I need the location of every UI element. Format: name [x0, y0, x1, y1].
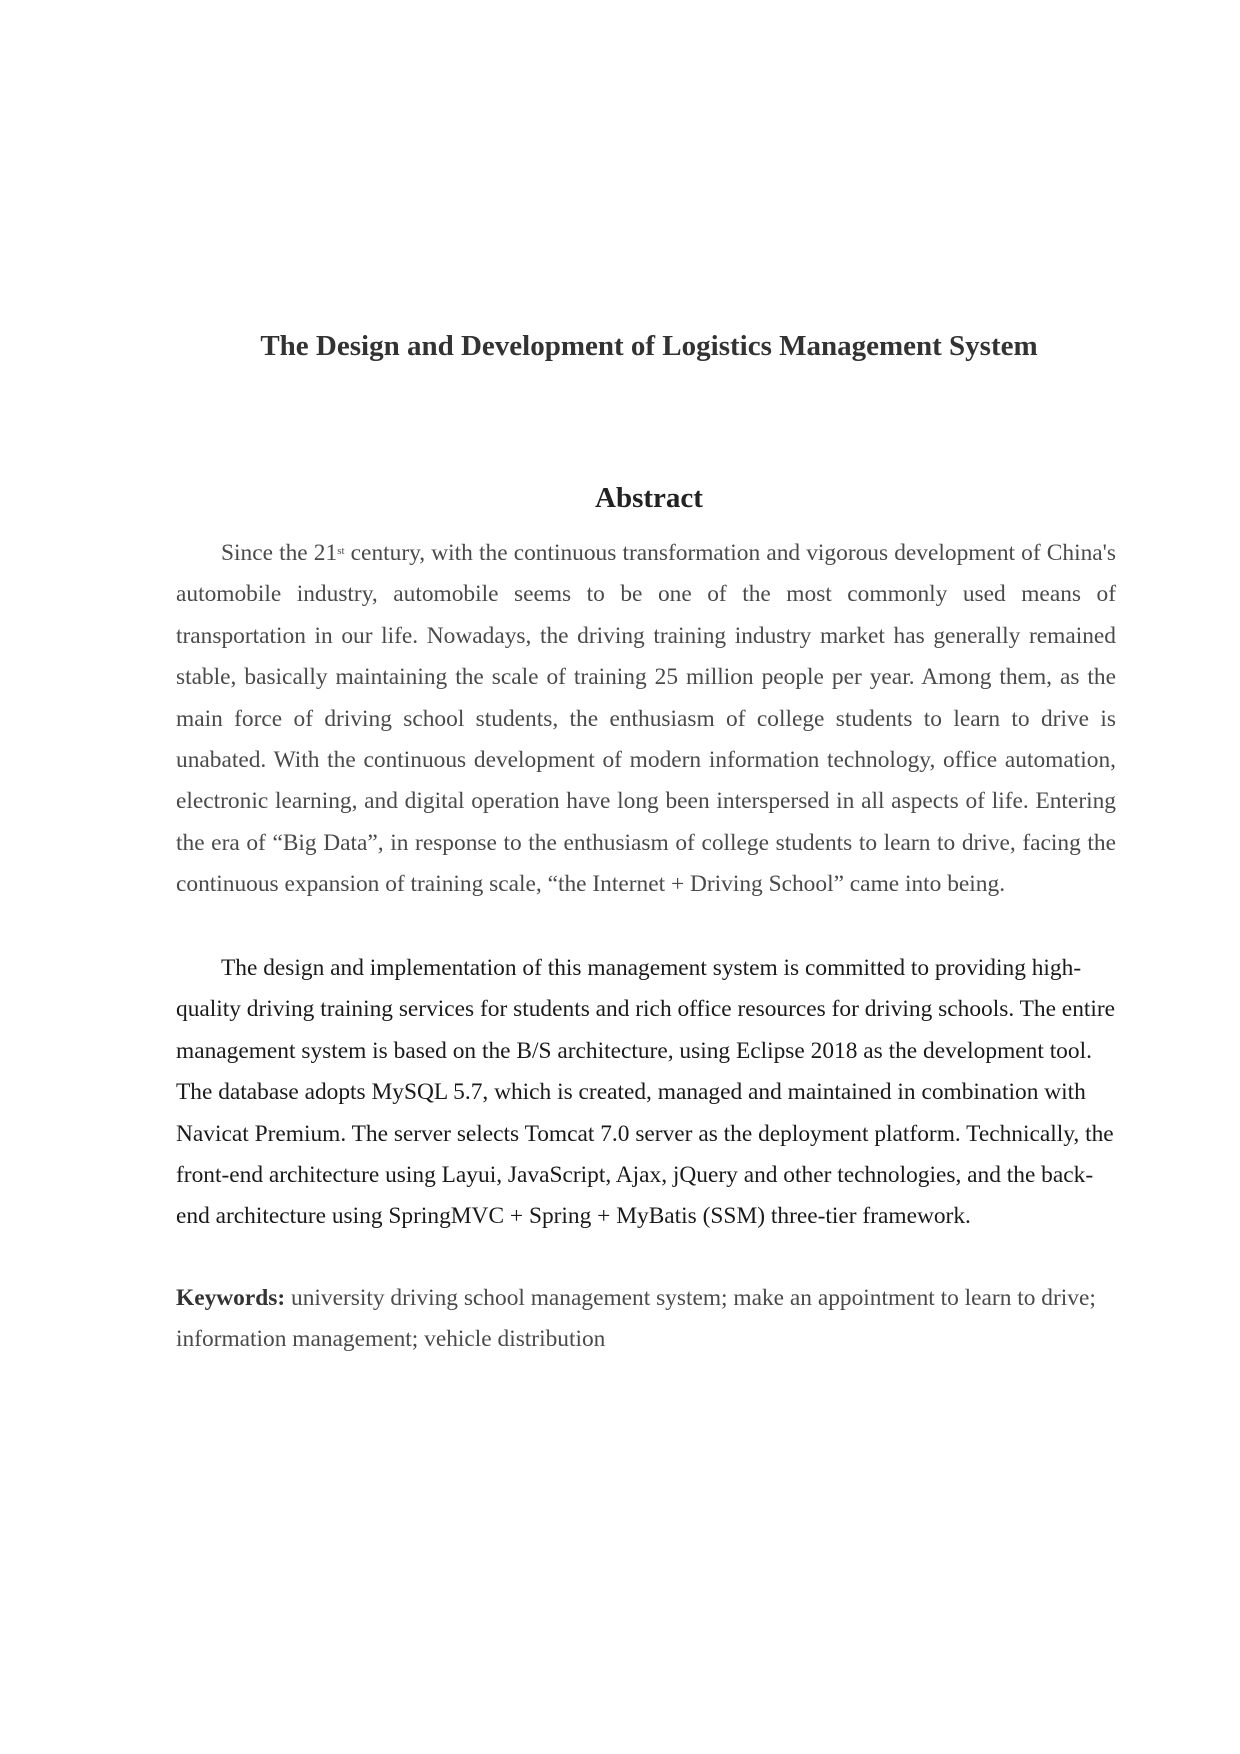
abstract-paragraph-1 — [176, 533, 1116, 906]
keywords-text: university driving school management system; make an appointment to learn to drive; information management; vehicle distribution — [176, 1285, 1096, 1353]
paragraph-1-prefix: Since the 21 — [221, 540, 338, 566]
keywords-line — [176, 1278, 1116, 1361]
keywords-label: Keywords: — [176, 1285, 286, 1311]
abstract-paragraph-2: The design and implementation of this management system is committed to providing high-quality driving training services for students and rich office resources for driving schools. The entire management system is based on the B/S architecture, using Eclipse 2018 as the development tool. The database adopts MySQL 5.7, which is created, managed and maintained in combination with Navicat Premium. The server selects Tomcat 7.0 server as the deployment platform. Technically, the front-end architecture using Layui, JavaScript, Ajax, jQuery and other technologies, and the back-end architecture using SpringMVC + Spring + MyBatis (SSM) three-tier framework. — [176, 955, 1116, 1230]
abstract-heading: Abstract — [595, 482, 703, 514]
ordinal-superscript: st — [337, 545, 345, 557]
paragraph-1-rest: century, with the continuous transformation and vigorous development of China's automobile industry, automobile seems to be one of the most commonly used means of transportation in our life. Nowadays, the driving training industry market has generally remained stable, basically maintaining the scale of training 25 million people per year. Among them, as the main force of driving school students, the enthusiasm of college students to learn to drive is unabated. With the continuous development of modern information technology, office automation, electronic learning, and digital operation have long been interspersed in all aspects of life. Entering the era of “Big Data”, in response to the enthusiasm of college students to learn to drive, facing the continuous expansion of training scale, “the Internet + Driving School” came into being. — [176, 540, 1116, 898]
paper-title: The Design and Development of Logistics Management System — [260, 330, 1038, 362]
